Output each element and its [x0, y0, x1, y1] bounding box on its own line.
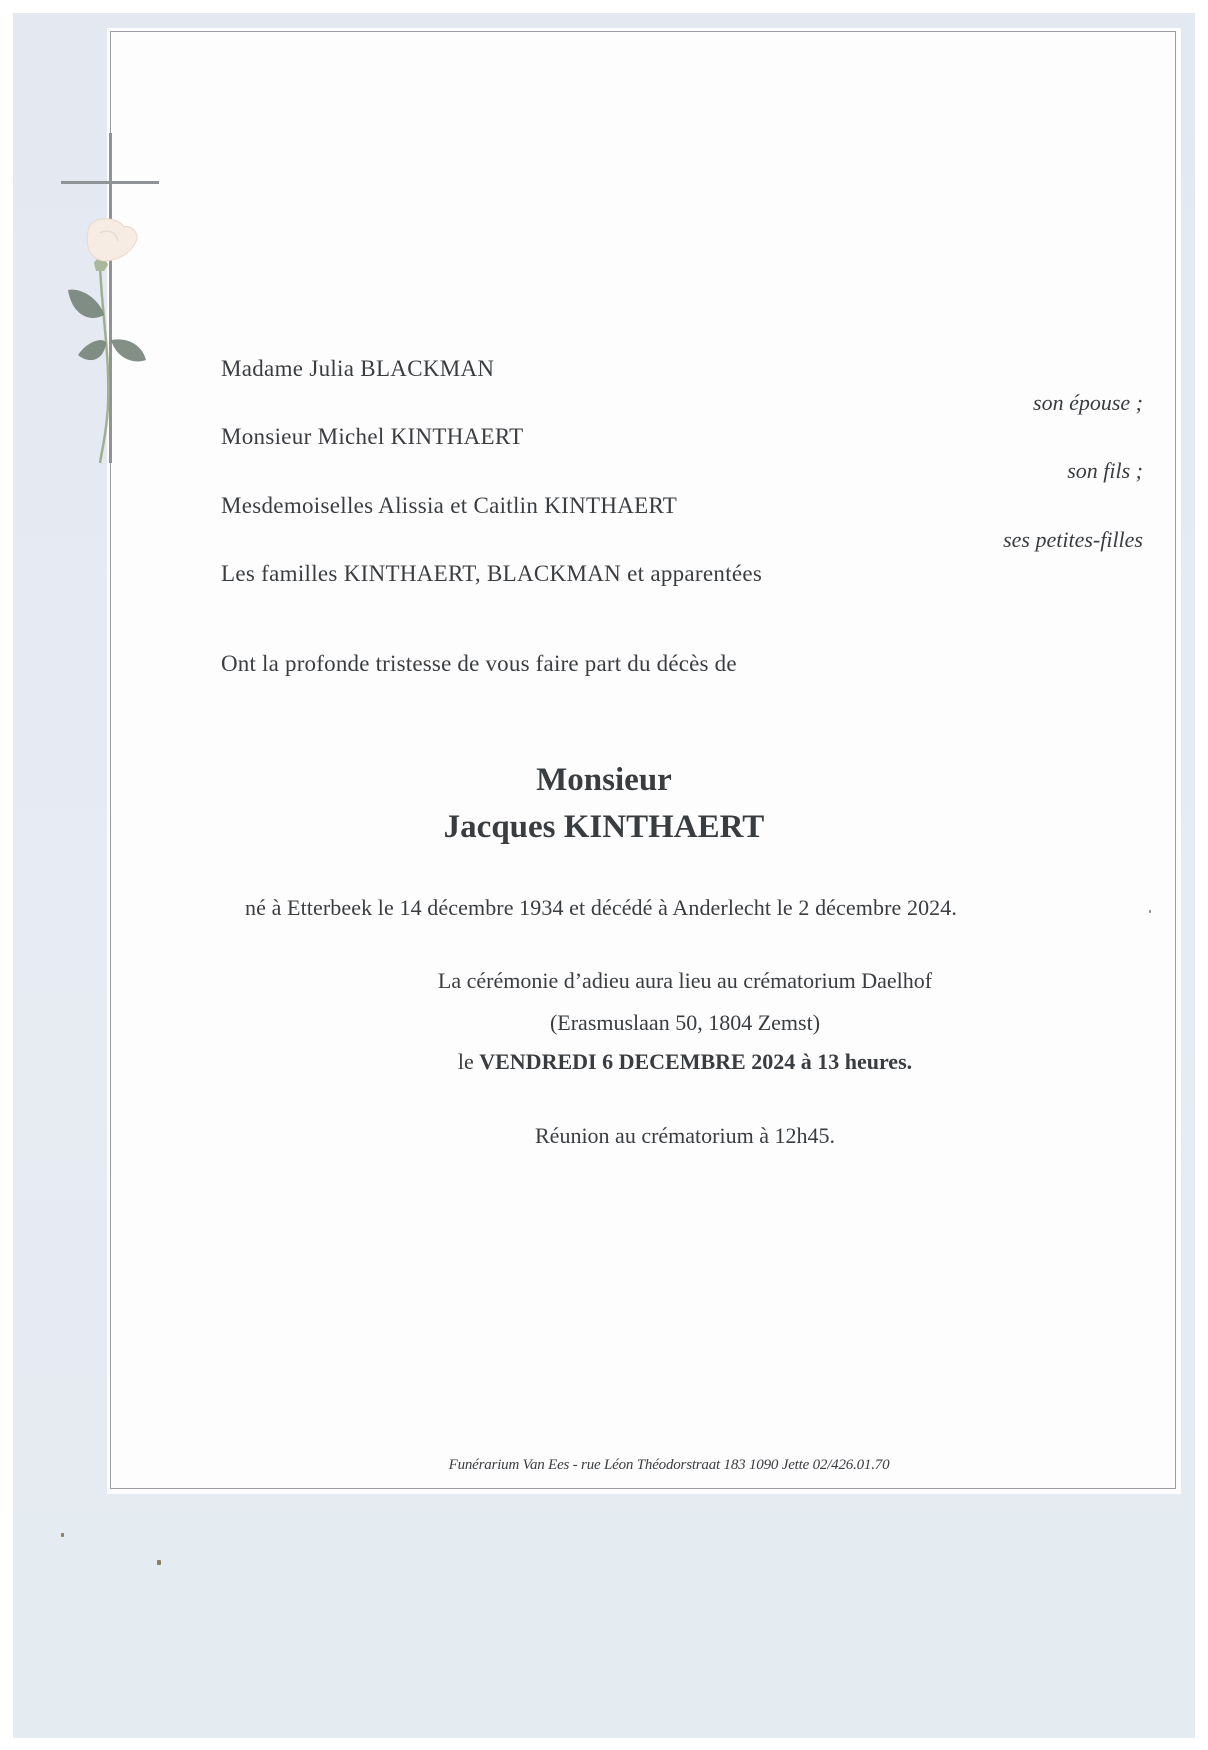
deceased-name: Jacques KINTHAERT	[443, 809, 765, 845]
rose-icon	[60, 215, 160, 465]
life-dates: né à Etterbeek le 14 décembre 1934 et décédé à Anderlecht le 2 décembre 2024.	[245, 895, 957, 920]
cross-icon-bar	[61, 181, 159, 184]
family-member-name: Les familles KINTHAERT, BLACKMAN et apparentées	[221, 561, 763, 586]
family-member-name: Mesdemoiselles Alissia et Caitlin KINTHAERT	[221, 493, 678, 518]
scan-lower-area	[13, 1512, 1195, 1738]
meeting-time: Réunion au crématorium à 12h45.	[535, 1123, 835, 1148]
family-member-name: Monsieur Michel KINTHAERT	[221, 424, 524, 449]
family-member-relation: son épouse ;	[1033, 390, 1143, 415]
scan-speck	[61, 1533, 64, 1537]
card-border	[110, 31, 1176, 1489]
ceremony-date: VENDREDI 6 DECEMBRE 2024 à 13 heures.	[479, 1049, 913, 1074]
family-member-relation: ses petites-filles	[1003, 527, 1143, 552]
ceremony-location: La cérémonie d’adieu aura lieu au crématorium Daelhof	[437, 968, 933, 993]
family-member-relation: son fils ;	[1067, 458, 1143, 483]
announcement-text: Ont la profonde tristesse de vous faire part du décès de	[221, 651, 737, 676]
ceremony-date-line	[0, 1049, 1208, 1075]
deceased-title: Monsieur	[536, 762, 672, 798]
funeral-home-footer: Funérarium Van Ees - rue Léon Théodorstraat 183 1090 Jette 02/426.01.70	[448, 1457, 890, 1473]
scan-speck	[1149, 910, 1151, 913]
ceremony-address: (Erasmuslaan 50, 1804 Zemst)	[549, 1010, 821, 1035]
family-member-name: Madame Julia BLACKMAN	[221, 356, 495, 381]
scan-speck	[157, 1560, 161, 1565]
ceremony-date-prefix: le	[457, 1049, 480, 1074]
